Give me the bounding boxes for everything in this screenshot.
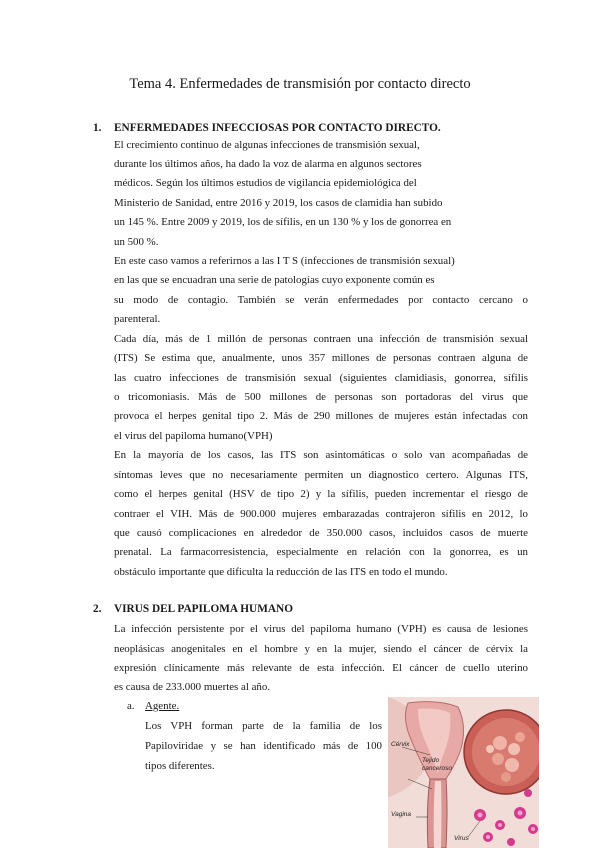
paragraph-line: La infección persistente por el virus del papiloma humano (VPH) es causa de lesiones [114,623,528,635]
paragraph-line: como el herpes genital (HSV de tipo 2) y la sífilis, pueden incrementar el riesgo de [114,488,528,500]
paragraph-line: síntomas leves que no necesariamente permiten un diagnostico certero. Algunas ITS, [114,469,528,481]
paragraph-line: En la mayoría de los casos, las ITS son asintomáticas o solo van acompañadas de [114,449,528,461]
subsection-marker: a. [127,700,135,712]
paragraph-line: contraer el VIH. Más de 900.000 mujeres embarazadas contrajeron sífilis en 2012, lo [114,508,528,520]
page-title: Tema 4. Enfermedades de transmisión por contacto directo [129,76,471,92]
section-1-heading [93,122,441,134]
paragraph-line: durante los últimos años, ha dado la voz de alarma en algunos sectores [114,158,422,170]
paragraph-line: un 145 %. Entre 2009 y 2019, los de sífilis, en un 130 % y los de gonorrea en [114,216,452,228]
figure-label-canceroso: canceroso [422,765,452,772]
paragraph-line: Ministerio de Sanidad, entre 2016 y 2019, los casos de clamidia han subido [114,197,443,209]
paragraph-line: neoplásicas anogenitales en el hombre y en la mujer, siendo el cáncer de cérvix la [114,643,528,655]
paragraph-line: Los VPH forman parte de la familia de los [145,720,382,732]
figure-label-virus: Virus [454,835,469,842]
paragraph-line: Papiloviridae y se han identificado más de 100 [145,740,382,752]
paragraph-line: su modo de contagio. También se verán enfermedades por contacto cercano o [114,294,528,306]
paragraph-line: El crecimiento continuo de algunas infecciones de transmisión sexual, [114,139,420,151]
paragraph-line: el virus del papiloma humano(VPH) [114,430,273,442]
section-1-title: ENFERMEDADES INFECCIOSAS POR CONTACTO DIRECTO. [114,122,441,134]
cervix-illustration-svg [388,697,539,848]
paragraph-line: en las que se encuadran una serie de patologías cuyo exponente común es [114,274,435,286]
paragraph-line: En este caso vamos a referirnos a las I T S (infecciones de transmisión sexual) [114,255,455,267]
paragraph-line: (ITS) Se estima que, anualmente, unos 357 millones de personas contraen alguna de [114,352,528,364]
paragraph-line: obstáculo importante que dificulta la reducción de las ITS en todo el mundo. [114,566,448,578]
figure-label-tejido: Tejido [422,757,440,764]
paragraph-line: Cada día, más de 1 millón de personas contraen una infección de transmisión sexual [114,333,528,345]
paragraph-line: provoca el herpes genital tipo 2. Más de 290 millones de mujeres están infectadas con [114,410,528,422]
paragraph-line: tipos diferentes. [145,760,215,772]
subsection-label: Agente. [145,700,180,712]
paragraph-line: las cuatro infecciones de transmisión sexual (siguientes clamidiasis, gonorrea, sífilis [114,372,528,384]
paragraph-line: prenatal. La farmacorresistencia, especialmente en relación con la gonorrea, es un [114,546,528,558]
section-2-title: VIRUS DEL PAPILOMA HUMANO [114,603,293,615]
section-1-number: 1. [93,122,102,134]
subsection-a-heading [127,700,179,712]
figure-label-cervix: Cérvix [391,741,410,748]
cervix-cancer-illustration [388,697,539,848]
figure-label-vagina: Vagina [391,811,411,818]
paragraph-line: que causó complicaciones en alrededor de 350.000 casos, incluidos casos de muerte [114,527,528,539]
paragraph-line: un 500 %. [114,236,159,248]
section-2-number: 2. [93,603,102,615]
paragraph-line: parenteral. [114,313,161,325]
paragraph-line: o tricomoniasis. Más de 500 millones de personas son portadoras del virus que [114,391,528,403]
paragraph-line: médicos. Según los últimos estudios de vigilancia epidemiológica del [114,177,417,189]
paragraph-line: es causa de 233.000 muertes al año. [114,681,271,693]
section-2-heading [93,603,293,615]
paragraph-line: expresión clínicamente más relevante de esta infección. El cáncer de cuello uterino [114,662,528,674]
